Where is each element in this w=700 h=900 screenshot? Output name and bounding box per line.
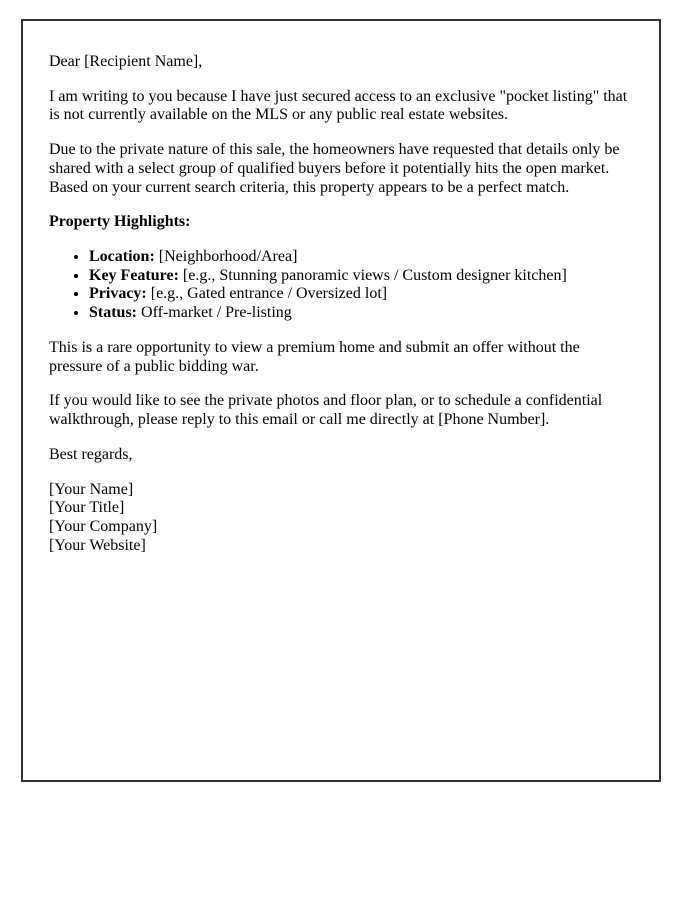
paragraph-private-sale: Due to the private nature of this sale, the homeowners have requested that details only be shared with a select group of qualified buyers before it potentially hits the open market. Based on your current search criteria, this property appears to be a perfect match. (49, 141, 620, 196)
salutation: Dear [Recipient Name], (49, 53, 203, 70)
signoff: Best regards, (49, 445, 133, 463)
list-item-status (89, 304, 631, 323)
signature-line-title: [Your Title] (49, 499, 125, 517)
highlight-label: Privacy: (89, 285, 147, 303)
highlight-value: [e.g., Gated entrance / Oversized lot] (150, 285, 388, 303)
highlight-label: Location: (89, 248, 155, 266)
highlight-value: [Neighborhood/Area] (158, 248, 298, 266)
signature-block (49, 481, 631, 556)
signature-line-company: [Your Company] (49, 517, 158, 535)
letter-container (21, 19, 661, 782)
highlight-value: [e.g., Stunning panoramic views / Custom designer kitchen] (182, 266, 567, 284)
paragraph-opportunity: This is a rare opportunity to view a premium home and submit an offer without the pressure of a public bidding war. (49, 338, 580, 375)
highlights-list (49, 248, 631, 323)
highlight-value: Off-market / Pre-listing (141, 304, 292, 322)
highlights-heading: Property Highlights: (49, 213, 191, 231)
highlight-label: Key Feature: (89, 266, 179, 284)
paragraph-call-to-action: If you would like to see the private photos and floor plan, or to schedule a confidential walkthrough, please reply to this email or call me directly at [Phone Number]. (49, 392, 603, 429)
list-item-privacy (89, 285, 631, 304)
signature-line-name: [Your Name] (49, 480, 134, 498)
highlight-label: Status: (89, 304, 138, 322)
list-item-location (89, 248, 631, 267)
list-item-key-feature (89, 267, 631, 286)
signature-line-website: [Your Website] (49, 536, 146, 554)
paragraph-intro: I am writing to you because I have just secured access to an exclusive "pocket listing" that is not currently available on the MLS or any public real estate websites. (49, 87, 628, 124)
